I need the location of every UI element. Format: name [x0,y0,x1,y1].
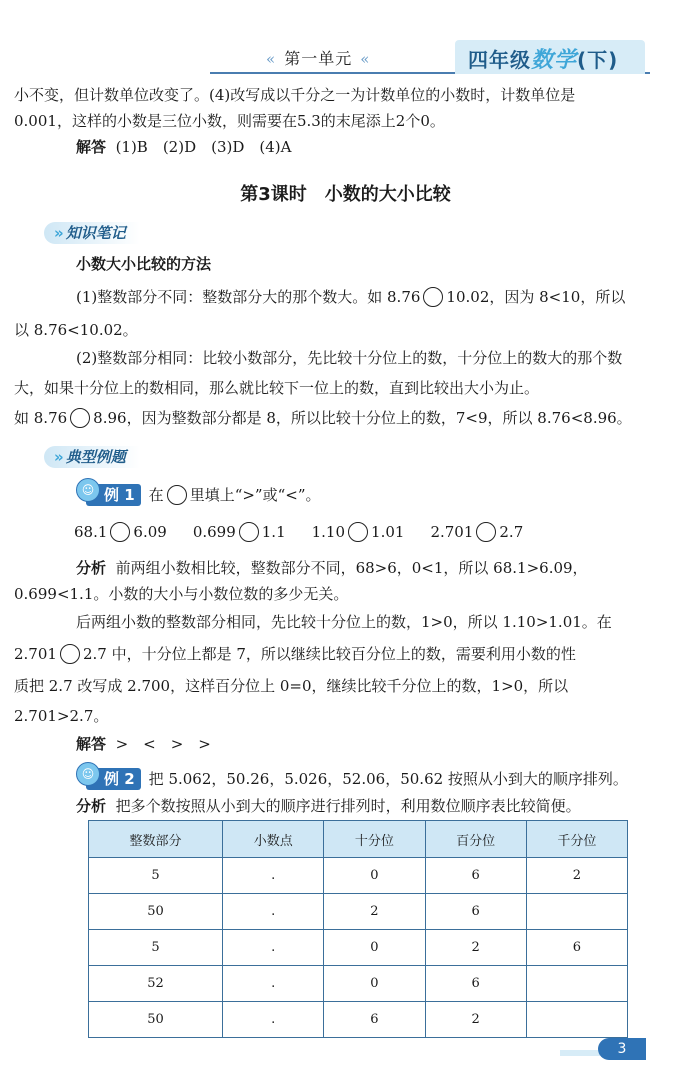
text-span: 把多个数按照从小到大的顺序进行排列时，利用数位顺序表比较简便。 [115,797,581,815]
item-value: 6.09 [133,523,167,541]
text-span: (1)整数部分不同：整数部分大的那个数大。如 8.76 [76,288,421,306]
analysis-label: 分析 [76,559,107,577]
example-1-items [74,522,523,542]
text-line [14,408,632,428]
chevron-left-icon: « [266,50,277,68]
text-line: 以 8.76<10.02。 [14,321,138,339]
unit-title [258,46,378,69]
text-line: 0.001，这样的小数是三位小数，则需要在5.3的末尾添上2个0。 [14,112,445,130]
table-cell: 2 [526,858,627,894]
smiley-icon: ☺ [76,762,100,786]
table-cell: 50 [89,1002,223,1038]
table-row [89,894,628,930]
page-number: 3 [598,1038,646,1060]
examples-tag-label: 典型例题 [65,448,126,466]
text-line [76,287,625,307]
text-span: 2.7 中，十分位上都是 7，所以继续比较百分位上的数，需要利用小数的性 [82,645,576,663]
text-line: (2)整数部分相同：比较小数部分，先比较十分位上的数，十分位上的数大的那个数 [76,349,623,367]
grade-title [468,43,618,74]
table-cell: 5 [89,930,223,966]
unit-label: 第一单元 [284,49,353,68]
item-value: 1.01 [371,523,405,541]
table-cell: . [223,1002,324,1038]
table-header-cell: 整数部分 [89,821,223,858]
answer-label: 解答 [76,138,107,156]
example-2-badge [81,767,141,790]
table-cell: 0 [324,858,425,894]
text-span: 里填上“>”或“<”。 [189,486,321,504]
table-cell [526,1002,627,1038]
table-cell: . [223,858,324,894]
table-header-cell: 小数点 [223,821,324,858]
example-2-label: 例 2 [104,770,135,788]
blank-circle [476,522,496,542]
notes-tag [44,222,140,244]
page-number-tail [560,1050,600,1056]
notes-heading: 小数大小比较的方法 [76,255,212,273]
example-1-prompt [81,483,321,506]
item-value: 68.1 [74,523,108,541]
table-header-cell: 千分位 [526,821,627,858]
text-line: 质把 2.7 改写成 2.700，这样百分位上 0=0，继续比较千分位上的数，1>0，所以 [14,677,569,695]
table-cell [526,966,627,1002]
table-cell: . [223,930,324,966]
table-row [89,930,628,966]
blank-circle [423,287,443,307]
item-value: 1.1 [261,523,286,541]
analysis-line [76,558,588,578]
table-cell: 6 [425,858,526,894]
text-span: 把 5.062，50.26，5.026，52.06，50.62 按照从小到大的顺序排列。 [148,770,628,788]
text-span: 在 [148,486,164,504]
table-cell: 2 [425,930,526,966]
table-header-cell: 十分位 [324,821,425,858]
blank-circle [110,522,130,542]
blank-circle [60,644,80,664]
item-value: 0.699 [192,523,236,541]
table-cell: 0 [324,966,425,1002]
section-title: 第3课时 小数的大小比较 [240,184,451,205]
text-line: 后两组小数的整数部分相同，先比较十分位上的数，1>0，所以 1.10>1.01。在 [76,613,612,631]
answer-text: > < > > [115,735,211,753]
smiley-icon: ☺ [76,478,100,502]
text-line: 小不变，但计数单位改变了。(4)改写成以千分之一为计数单位的小数时，计数单位是 [14,86,576,104]
subject-label: 数学 [531,48,578,73]
place-value-table [88,820,628,1038]
text-span: 如 8.76 [14,409,68,427]
blank-circle [348,522,368,542]
table-header-cell: 百分位 [425,821,526,858]
text-line: 大，如果十分位上的数相同，那么就比较下一位上的数，直到比较出大小为止。 [14,379,540,397]
example-2-prompt [81,767,628,790]
example-1-badge [81,483,141,506]
table-cell: 6 [526,930,627,966]
blank-circle [167,485,187,505]
example-1-label: 例 1 [104,486,135,504]
text-span: 8.96，因为整数部分都是 8，所以比较十分位上的数，7<9，所以 8.76<8.96。 [93,409,632,427]
examples-tag [44,446,140,468]
table-cell: 6 [425,894,526,930]
table-cell [526,894,627,930]
answer-text: (1)B (2)D (3)D (4)A [115,138,292,156]
grade-label: 四年级 [468,48,531,72]
table-row [89,966,628,1002]
table-cell: 0 [324,930,425,966]
blank-circle [70,408,90,428]
answer-line [76,137,291,157]
table-row [89,858,628,894]
table-cell: 6 [425,966,526,1002]
analysis-line [76,796,581,816]
table-cell: 50 [89,894,223,930]
item-value: 2.701 [430,523,474,541]
term-label: (下) [577,48,619,72]
table-cell: 2 [324,894,425,930]
table-cell: 52 [89,966,223,1002]
notes-tag-label: 知识笔记 [65,224,126,242]
table-cell: 5 [89,858,223,894]
text-span: 2.701 [14,645,57,663]
text-span: 10.02，因为 8<10，所以 [446,288,626,306]
item-value: 1.10 [311,523,346,541]
chevron-left-icon: « [360,50,371,68]
item-value: 2.7 [499,523,524,541]
text-line [14,644,576,664]
answer-line [76,734,211,754]
table-cell: . [223,894,324,930]
table-header-row [89,821,628,858]
table-cell: . [223,966,324,1002]
answer-label: 解答 [76,735,107,753]
analysis-label: 分析 [76,797,107,815]
table-cell: 2 [425,1002,526,1038]
table-row [89,1002,628,1038]
text-line: 2.701>2.7。 [14,707,109,725]
table-cell: 6 [324,1002,425,1038]
text-line: 0.699<1.1。小数的大小与小数位数的多少无关。 [14,585,349,603]
blank-circle [239,522,259,542]
text-span: 前两组小数相比较，整数部分不同，68>6，0<1，所以 68.1>6.09， [115,559,588,577]
